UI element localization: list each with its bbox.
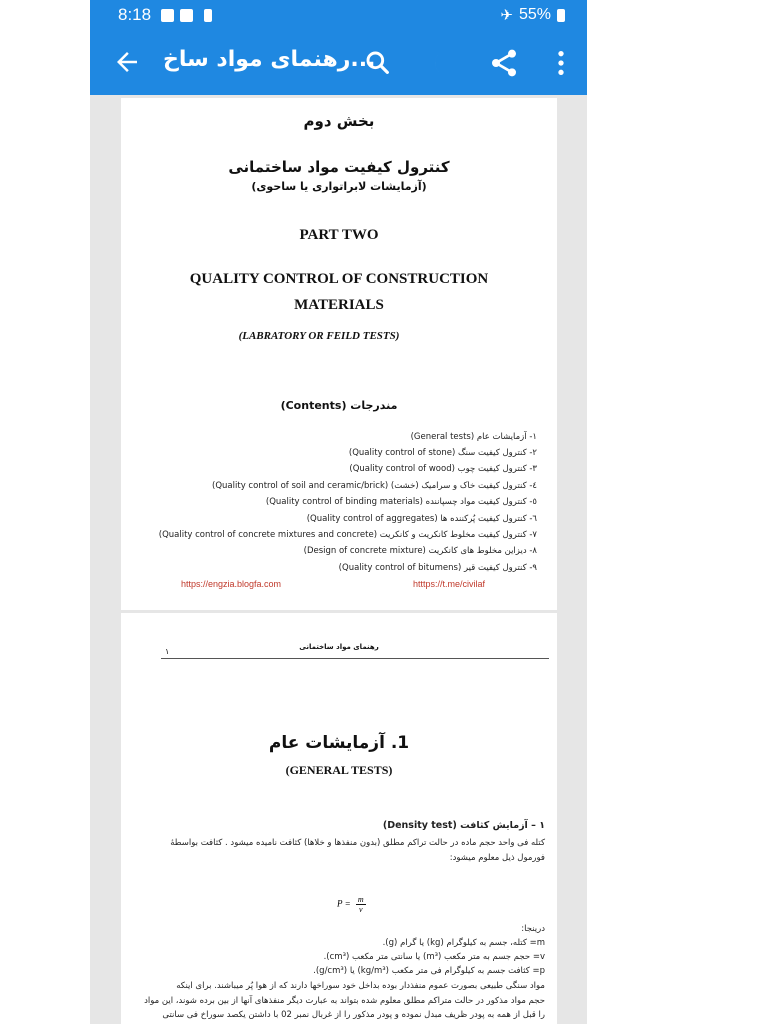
toc-item: ۹- کنترول کیفیت قیر (Quality control of bitumens)	[338, 563, 537, 573]
chapter-title-en: (GENERAL TESTS)	[285, 763, 393, 777]
status-right	[500, 6, 565, 24]
subtitle-fa: (آزمایشات لابراتواری یا ساحوی)	[251, 180, 427, 193]
page-header-title: رهنمای مواد ساختمانی	[299, 643, 379, 651]
back-arrow-icon	[112, 47, 142, 77]
main-title-en-line1: QUALITY CONTROL OF CONSTRUCTION	[189, 271, 489, 287]
share-button[interactable]	[488, 47, 520, 79]
paragraph-line: فورمول ذیل معلوم میشود:	[449, 853, 545, 863]
page-number: ۱	[165, 647, 170, 656]
toc-item: ۲- کنترول کیفیت سنگ (Quality control of stone)	[348, 448, 537, 458]
definition-line: v= حجم جسم به متر مکعب (m³) یا سانتی متر مکعب (cm³).	[323, 952, 545, 962]
night-mode-icon	[427, 47, 459, 79]
gallery-notification-icon	[161, 9, 174, 22]
main-title-en-line2: MATERIALS	[294, 297, 384, 313]
phone-screen	[90, 0, 587, 1024]
section-heading: ۱ – آزمایش کثافت (Density test)	[382, 820, 545, 831]
toc-item: ۳- کنترول کیفیت چوب (Quality control of wood)	[349, 464, 537, 474]
paragraph-line: حجم مواد مذکور در حالت متراکم مطلق معلوم شده بتواند به عبارت دیگر منفذهای آنها از بین برده شوند، این مواد	[144, 996, 545, 1006]
back-button[interactable]	[112, 47, 142, 77]
toc-item: ۸- دیزاین مخلوط های کانکریت (Design of concrete mixture)	[303, 546, 537, 556]
main-title-fa: کنترول کیفیت مواد ساختمانی	[228, 158, 450, 176]
formula-lhs: P =	[337, 898, 351, 909]
battery-percent: 55%	[518, 6, 551, 23]
formula	[337, 895, 366, 914]
status-time: 8:18	[118, 5, 152, 24]
formula-numerator: m	[357, 895, 364, 904]
pdf-page-2	[121, 613, 557, 1024]
toc-item: ٤- کنترول کیفیت خاک و سرامیک (خشت) (Quality control of soil and ceramic/brick)	[212, 481, 537, 491]
battery-icon	[557, 9, 565, 22]
chapter-title-fa: 1. آزمایشات عام	[268, 733, 410, 753]
airplane-mode-icon: ✈	[500, 7, 513, 24]
night-mode-button[interactable]	[427, 47, 459, 79]
status-bar	[90, 0, 587, 33]
alert-notification-icon	[204, 9, 212, 22]
where-label: درینجا:	[521, 924, 545, 934]
formula-denominator: v	[359, 905, 363, 914]
definition-line: p= کثافت جسم به کیلوگرام فی متر مکعب (kg/m³) یا (g/cm³).	[313, 966, 545, 976]
paragraph-line: کتله فی واحد حجم ماده در حالت تراکم مطلق (بدون منفذها و خلاها) کثافت نامیده میشود . کثافت بواسطهٔ	[170, 838, 545, 848]
blog-link[interactable]: https://engzia.blogfa.com	[181, 579, 282, 589]
paragraph-line: را قبل از همه به پودر ظریف مبدل نموده و پودر مذکور را از غربال نمبر 02 با داشتن یکصد سوراخ فی سانتی	[162, 1010, 545, 1020]
app-bar	[90, 33, 587, 95]
share-icon	[488, 47, 520, 79]
toc-item: ۷- کنترول کیفیت مخلوط کانکریت و کانکریت (Quality control of concrete mixtures and concrete)	[158, 530, 537, 540]
pdf-page-1	[121, 98, 557, 610]
document-title: رهنمای مواد ساخ...	[163, 47, 376, 72]
search-button[interactable]	[362, 47, 394, 79]
contents-heading: مندرجات (Contents)	[280, 399, 398, 412]
telegram-link[interactable]: htttps://t.me/civilaf	[413, 579, 486, 589]
toc-item: ٥- کنترول کیفیت مواد چسپاننده (Quality control of binding materials)	[265, 497, 537, 507]
search-icon	[362, 47, 394, 79]
more-vert-icon	[545, 47, 577, 79]
header-divider	[161, 658, 549, 659]
toc-item: ۱- آزمایشات عام (General tests)	[410, 432, 537, 442]
definition-line: m= کتله، جسم به کیلوگرام (kg) یا گرام (g).	[382, 938, 545, 948]
section-title-fa: بخش دوم	[303, 112, 375, 130]
paragraph-line: مواد سنگی طبیعی بصورت عموم منفذدار بوده بداخل خود سوراخها دارند که از هوا پُر میباشند. برای اینکه	[176, 981, 545, 991]
app-notification-icon	[180, 9, 193, 22]
more-options-button[interactable]	[545, 47, 577, 79]
subtitle-en: (LABRATORY OR FEILD TESTS)	[238, 330, 400, 342]
toc-item: ٦- کنترول کیفیت پُرکننده ها (Quality control of aggregates)	[306, 514, 537, 524]
part-title-en: PART TWO	[299, 227, 379, 243]
